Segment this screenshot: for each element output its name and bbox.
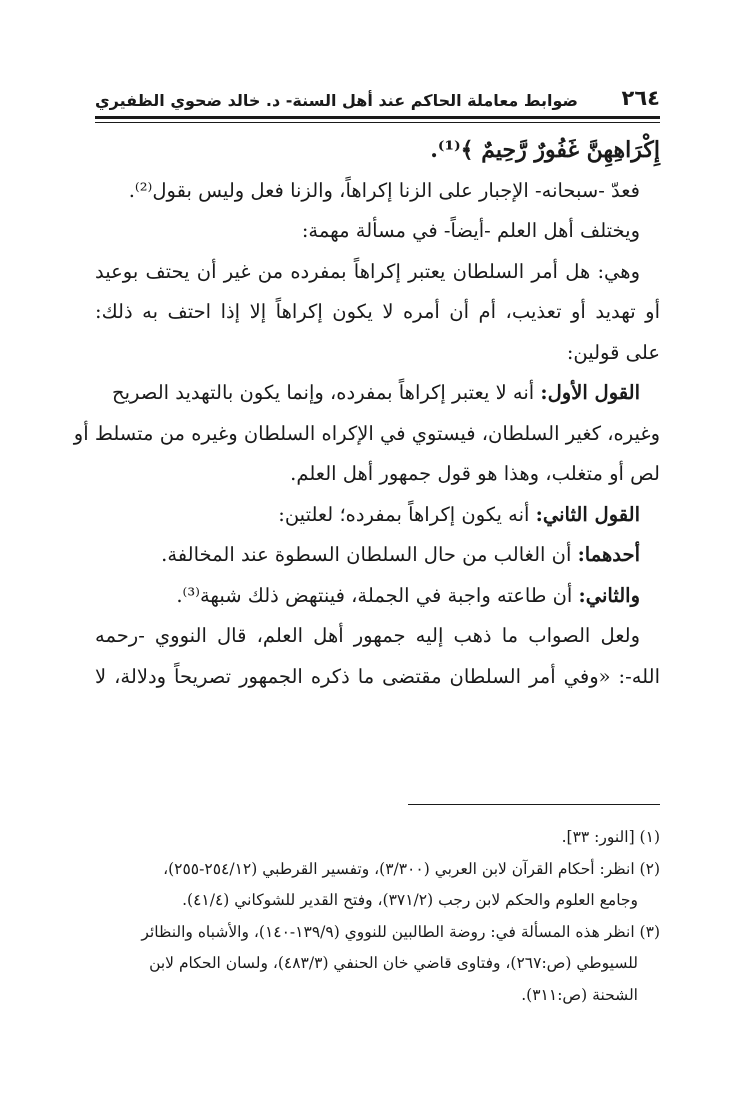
body-line: أو تهديد أو تعذيب، أم أن أمره لا يكون إكراهاً إلا إذا احتف به ذلك: bbox=[95, 300, 660, 323]
footnotes bbox=[95, 822, 660, 1011]
header-rule-thin bbox=[95, 122, 660, 123]
first-reason-text: أن الغالب من حال السلطان السطوة عند المخالفة. bbox=[161, 543, 578, 566]
body-line: على قولين: bbox=[566, 340, 660, 364]
first-opinion-text: أنه لا يعتبر إكراهاً بمفرده، وإنما يكون بالتهديد الصريح bbox=[112, 381, 541, 404]
body-line: وغيره، كغير السلطان، فيستوي في الإكراه السلطان وغيره من متسلط أو bbox=[73, 421, 660, 445]
body-line: وهي: هل أمر السلطان يعتبر إكراهاً بمفرده من غير أن يحتف بوعيد bbox=[95, 259, 640, 283]
footnote-3-continued: الشحنة (ص:٣١١). bbox=[521, 985, 638, 1004]
second-reason-label: والثاني: bbox=[578, 583, 640, 607]
footnote-1: (١) [النور: ٣٣]. bbox=[561, 828, 660, 846]
second-opinion-text: أنه يكون إكراهاً بمفرده؛ لعلتين: bbox=[278, 502, 536, 526]
page-number: ٢٦٤ bbox=[621, 86, 660, 110]
footnote-separator bbox=[408, 804, 660, 805]
body-line: لص أو متغلب، وهذا هو قول جمهور أهل العلم. bbox=[290, 462, 660, 485]
first-opinion-label: القول الأول: bbox=[540, 381, 640, 404]
second-reason-text: أن طاعته واجبة في الجملة، فينتهض ذلك شبهة⁽³⁾. bbox=[176, 583, 579, 607]
body-line: فعدّ -سبحانه- الإجبار على الزنا إكراهاً، والزنا فعل وليس بقول⁽²⁾. bbox=[128, 178, 640, 202]
footnote-3: (٣) انظر هذه المسألة في: روضة الطالبين للنووي (١٣٩/٩-١٤٠)، والأشباه والنظائر bbox=[141, 922, 660, 941]
header-rule-thick bbox=[95, 116, 660, 119]
page-header bbox=[95, 82, 660, 110]
second-opinion-line bbox=[95, 495, 660, 536]
second-opinion-label: القول الثاني: bbox=[535, 502, 640, 526]
body-text bbox=[73, 130, 660, 697]
verse-line: إِكْرَاهِهِنَّ غَفُورٌ رَّحِيمٌ ﴾⁽¹⁾. bbox=[430, 137, 660, 163]
footnote-2: (٢) انظر: أحكام القرآن لابن العربي (٣/٣٠٠)، وتفسير القرطبي (٢٥٤/١٢-٢٥٥)، bbox=[163, 859, 660, 878]
first-reason-label: أحدهما: bbox=[577, 543, 640, 566]
body-line: ويختلف أهل العلم -أيضاً- في مسألة مهمة: bbox=[301, 219, 640, 242]
body-line: الله-: «وفي أمر السلطان مقتضى ما ذكره الجمهور تصريحاً ودلالة، لا bbox=[95, 664, 660, 688]
footnote-2-continued: وجامع العلوم والحكم لابن رجب (٣٧١/٢)، وفتح القدير للشوكاني (٤١/٤). bbox=[182, 891, 638, 909]
second-reason-line bbox=[95, 576, 660, 617]
first-opinion-line bbox=[95, 373, 660, 414]
first-reason-line bbox=[95, 535, 660, 576]
running-title: ضوابط معاملة الحاكم عند أهل السنة- د. خالد ضحوي الظفيري bbox=[95, 91, 578, 110]
footnote-3-continued: للسيوطي (ص:٢٦٧)، وفتاوى قاضي خان الحنفي (٤٨٣/٣)، ولسان الحكام لابن bbox=[149, 954, 638, 972]
body-line: ولعل الصواب ما ذهب إليه جمهور أهل العلم، قال النووي -رحمه bbox=[95, 624, 640, 647]
